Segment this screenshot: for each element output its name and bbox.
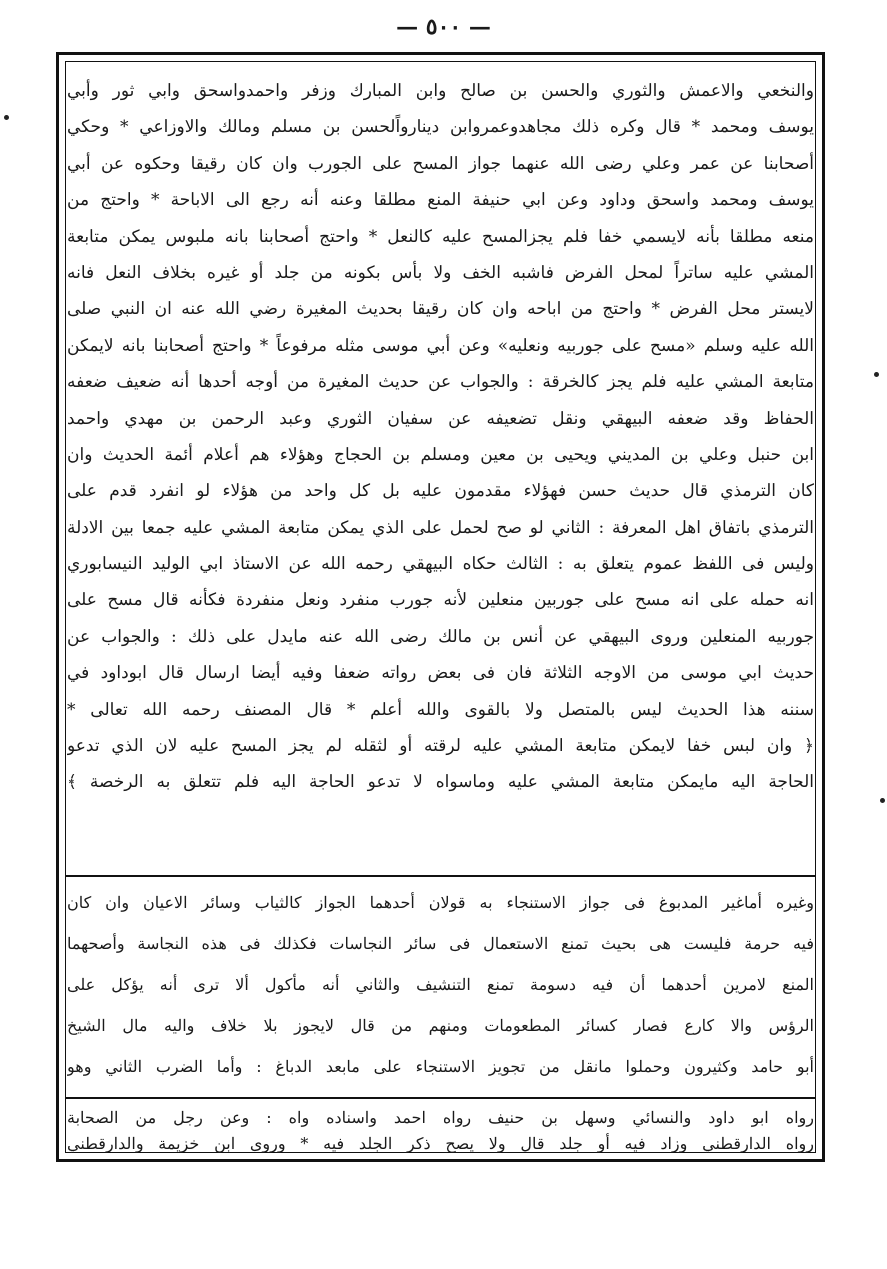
main-text-line: الترمذي باتفاق اهل المعرفة : الثاني لو صح لحمل على الذي يمكن متابعة المشي عليه جمعا بين الادلة bbox=[67, 517, 814, 538]
margin-dot-top-left bbox=[4, 115, 9, 120]
main-text-line: ﴿ وان لبس خفا لايمكن متابعة المشي عليه لرقته أو لثقله لم يجز المسح عليه لان الذي تدعو bbox=[67, 736, 814, 757]
commentary-text-block bbox=[67, 882, 814, 1087]
footnote-text-line: رواه ابو داود والنسائي وسهل بن حنيف رواه احمد واسناده واه : وعن رجل من الصحابة bbox=[67, 1108, 814, 1127]
main-text-line: سننه هذا الحديث ليس بالمتصل ولا بالقوى والله أعلم * قال المصنف رحمه الله تعالى * bbox=[67, 699, 814, 720]
footnote-text-line: رواه الدارقطني وزاد فيه أو جلد قال ولا يصح ذكر الجلد فيه * وروى ابن خزيمة والدارقطني bbox=[67, 1134, 814, 1153]
page-number: — ٥٠٠ — bbox=[396, 14, 491, 40]
commentary-text-line: المنع لامرين أحدهما أن فيه دسومة تمنع التنشيف والثاني أنه مأكول ألا ترى أنه يؤكل على bbox=[67, 975, 814, 994]
main-text-line: وليس فى اللفظ عموم يتعلق به : الثالث حكاه البيهقي رحمه الله عن الاستاذ ابي الوليد النيسابوري bbox=[67, 554, 814, 575]
main-text-line: الحاجة اليه مايمكن متابعة المشي عليه وماسواه لا تدعو الحاجة اليه فلم تتعلق به الرخصة ﴾ bbox=[67, 772, 814, 793]
main-text-line: أصحابنا عن عمر وعلي رضى الله عنهما جواز المسح على الجورب وان كان رقيقا وحكوه عن أبي bbox=[67, 153, 814, 174]
page-frame bbox=[56, 52, 825, 1162]
main-text-line: المشي عليه ساتراً لمحل الفرض فاشبه الخف ولا بأس بكونه من جلد أو غيره بخلاف النعل فانه bbox=[67, 262, 814, 283]
footnote-divider bbox=[65, 1097, 816, 1099]
main-text-line: يوسف ومحمد * قال وكره ذلك مجاهدوعمروابن دينارواًلحسن بن مسلم ومالك والاوزاعي * وحكي bbox=[67, 117, 814, 138]
main-text-line: منعه مطلقا بأنه لايسمي خفا فلم يجزالمسح عليه كالنعل * واحتج أصحابنا بانه ملبوس يمكن متابعة bbox=[67, 226, 814, 247]
commentary-text-line: وغيره أماغير المدبوغ فى جواز الاستنجاء به قولان أحدهما الجواز كالثياب وسائر الاعيان وان كان bbox=[67, 893, 814, 912]
commentary-text-line: أبو حامد وكثيرون وحملوا مانقل من تجويز الاستنجاء على مابعد الدباغ : وأما الضرب الثاني وهو bbox=[67, 1057, 814, 1076]
main-text-line: ابن حنبل وعلي بن المديني ويحيى بن معين ومسلم بن الحجاج وهؤلاء هم أعلام أئمة الحديث وان bbox=[67, 444, 814, 465]
main-text-line: لايستر محل الفرض * واحتج من اباحه وان كان رقيقا بحديث المغيرة رضي الله عنه ان النبي صلى bbox=[67, 299, 814, 320]
main-text-line: الله عليه وسلم «مسح على جوربيه ونعليه» وعن أبي موسى مثله مرفوعاً * واحتج أصحابنا بانه لايمكن bbox=[67, 335, 814, 356]
main-text-line: يوسف ومحمد واسحق وداود وعن ابي حنيفة المنع مطلقا وعنه أنه رجع الى الاباحة * واحتج من bbox=[67, 190, 814, 211]
margin-dot-mid-right bbox=[874, 372, 879, 377]
commentary-divider bbox=[65, 875, 816, 877]
main-text-line: انه حمله على انه مسح على جوربين منعلين لأنه جورب منفرد ونعل منفردة فكأنه قال مسح على bbox=[67, 590, 814, 611]
main-text-line: حديث ابي موسى من الاوجه الثلاثة فان فى بعض رواته ضعفا وفيه أيضا ارسال قال ابوداود في bbox=[67, 663, 814, 684]
main-text-block bbox=[67, 73, 814, 801]
main-text-line: كان الترمذي قال حديث حسن فهؤلاء مقدمون عليه بل كل واحد من هؤلاء لو انفرد قدم على bbox=[67, 481, 814, 502]
main-text-line: جوربيه المنعلين وروى البيهقي عن أنس بن مالك رضى الله عنه مايدل على ذلك : والجواب عن bbox=[67, 626, 814, 647]
footnotes-text-block bbox=[67, 1105, 814, 1157]
commentary-text-line: فيه حرمة فليست هى بحيث تمنع الاستعمال فى سائر النجاسات فكذلك فى هذه النجاسة وأصحهما bbox=[67, 934, 814, 953]
main-text-line: الحفاظ وقد ضعفه البيهقي ونقل تضعيفه عن سفيان الثوري وعبد الرحمن بن مهدي واحمد bbox=[67, 408, 814, 429]
commentary-text-line: الرؤس والا كارع فصار كسائر المطعومات ومنهم من قال لايجوز بلا خلاف واليه مال الشيخ bbox=[67, 1016, 814, 1035]
main-text-line: والنخعي والاعمش والثوري والحسن بن صالح وابن المبارك وزفر واحمدواسحق وابي ثور وأبي bbox=[67, 81, 814, 101]
main-text-line: متابعة المشي عليه فلم يجز كالخرقة : والجواب عن حديث المغيرة من أوجه أحدها أنه ضعيف ضعفه bbox=[67, 372, 814, 393]
margin-dot-bottom-right bbox=[880, 798, 885, 803]
